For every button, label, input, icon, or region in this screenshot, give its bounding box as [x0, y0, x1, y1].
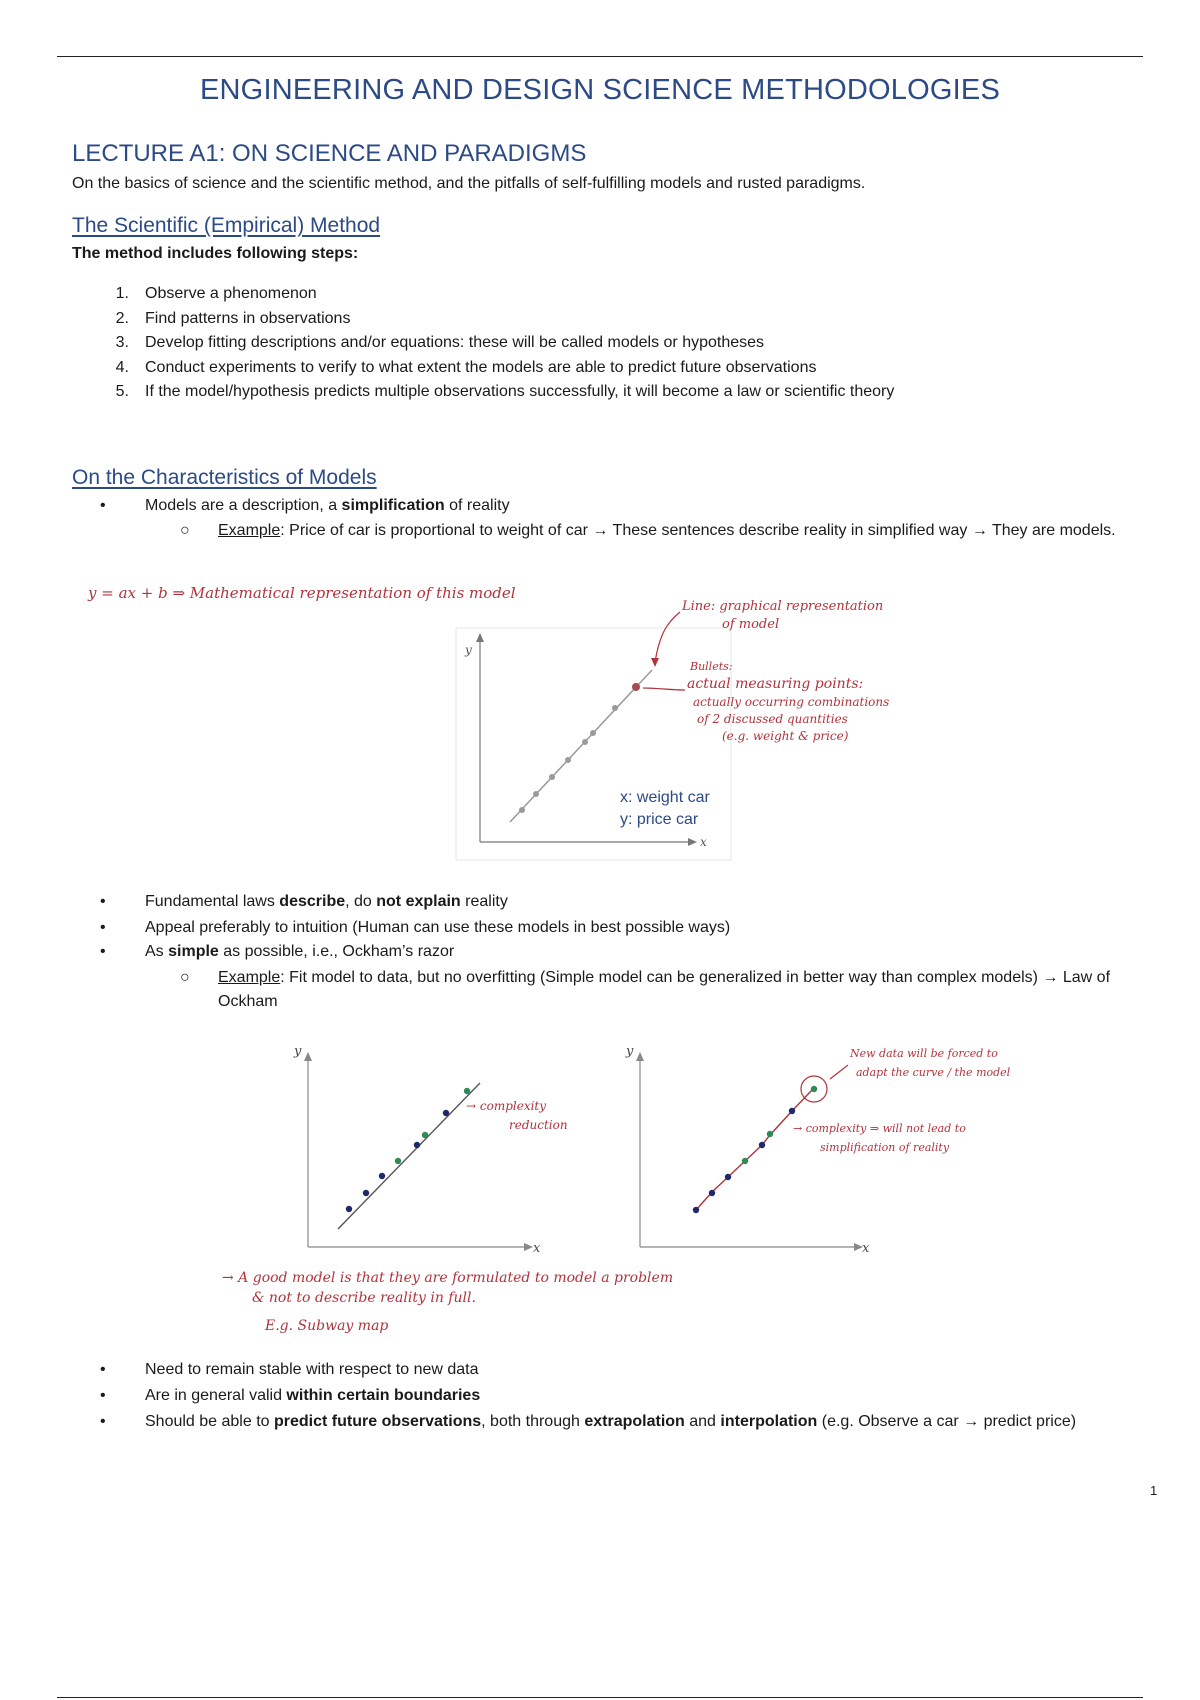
method-intro: The method includes following steps: — [72, 245, 359, 262]
line-pointer — [655, 612, 680, 662]
overfitting-sketch — [0, 1035, 1200, 1350]
x-axis-arrow-icon — [688, 838, 697, 846]
left-note: → complexity — [466, 1099, 547, 1113]
bullet-simplification: • Models are a description, a simplification of reality — [100, 497, 510, 514]
data-point — [632, 683, 640, 691]
equation-note: y = ax + b ⇒ Mathematical representation of this model — [88, 584, 516, 602]
x-legend: x: weight car — [620, 789, 710, 806]
bullet-boundaries: • Are in general valid within certain boundaries — [100, 1387, 481, 1404]
left-points — [346, 1088, 470, 1212]
right-x-label: x — [862, 1241, 870, 1256]
pointer-arrow-icon — [651, 658, 659, 667]
data-point — [759, 1142, 765, 1148]
list-item: 2. Find patterns in observations — [115, 309, 351, 327]
document-title: ENGINEERING AND DESIGN SCIENCE METHODOLOGIES — [200, 74, 1000, 106]
data-point — [422, 1132, 428, 1138]
bullet-simple: • As simple as possible, i.e., Ockham’s razor — [100, 943, 455, 960]
method-steps-list — [72, 285, 894, 408]
bullet-pointer — [643, 688, 685, 690]
bullets-note-4: of 2 discussed quantities — [697, 712, 848, 726]
linear-model-sketch — [0, 570, 1200, 870]
data-point — [519, 807, 525, 813]
bottom-note-2: & not to describe reality in full. — [252, 1290, 476, 1306]
example-car-price: ○ Example: Price of car is proportional to weight of car → These sentences describe reality in simplified way → They are models. — [180, 522, 1116, 539]
new-data-pointer — [830, 1065, 848, 1079]
data-point — [395, 1158, 401, 1164]
bullet-intuition: • Appeal preferably to intuition (Human can use these models in best possible ways) — [100, 919, 731, 936]
data-point — [549, 774, 555, 780]
top-rule — [57, 56, 1143, 57]
data-point — [363, 1190, 369, 1196]
data-point — [443, 1110, 449, 1116]
data-point — [742, 1158, 748, 1164]
example-ockham: ○ Example: Fit model to data, but no overfitting (Simple model can be generalized in better way than complex models) → Law of Ockham — [180, 969, 1111, 1010]
y-axis-label: y — [465, 643, 472, 657]
characteristics-heading: On the Characteristics of Models — [72, 466, 377, 489]
right-y-arrow-icon — [636, 1052, 644, 1061]
data-point — [464, 1088, 470, 1094]
data-point — [590, 730, 596, 736]
lecture-lead: On the basics of science and the scientific method, and the pitfalls of self-fulfilling models and rusted paradigms. — [72, 175, 866, 192]
list-item: 1. Observe a phenomenon — [115, 285, 317, 302]
data-point — [767, 1131, 773, 1137]
bottom-rule — [57, 1697, 1143, 1698]
left-x-label: x — [533, 1241, 541, 1256]
list-item: 4. Conduct experiments to verify to what extent the models are able to predict future observations — [115, 358, 817, 376]
list-item: 3. Develop fitting descriptions and/or equations: these will be called models or hypotheses — [115, 334, 765, 351]
data-point — [533, 791, 539, 797]
bullets-note-3: actually occurring combinations — [693, 695, 890, 709]
right-note: New data will be forced to — [850, 1047, 998, 1060]
lecture-heading: LECTURE A1: ON SCIENCE AND PARADIGMS — [72, 140, 587, 167]
left-y-arrow-icon — [304, 1052, 312, 1061]
data-point — [725, 1174, 731, 1180]
data-point — [565, 757, 571, 763]
data-point — [811, 1086, 817, 1092]
page-number: 1 — [1150, 1483, 1158, 1498]
data-point — [346, 1206, 352, 1212]
line-note-2: of model — [722, 617, 780, 632]
y-axis-arrow-icon — [476, 633, 484, 642]
bullets-note-5: (e.g. weight & price) — [722, 729, 849, 743]
x-axis-label: x — [700, 835, 707, 849]
bullets-note-2: actual measuring points: — [687, 676, 864, 692]
data-point — [414, 1142, 420, 1148]
bullet-stable: • Need to remain stable with respect to new data — [100, 1361, 479, 1378]
right-note-2: adapt the curve / the model — [856, 1066, 1011, 1079]
data-point — [709, 1190, 715, 1196]
bullets-note: Bullets: — [690, 660, 733, 673]
bottom-note: → A good model is that they are formulated to model a problem — [222, 1270, 674, 1286]
list-item: 5. If the model/hypothesis predicts multiple observations successfully, it will become a law or scientific theory — [115, 383, 895, 400]
left-x-arrow-icon — [524, 1243, 533, 1251]
right-y-label: y — [626, 1044, 634, 1059]
scientific-method-heading: The Scientific (Empirical) Method — [72, 214, 381, 237]
data-point — [379, 1173, 385, 1179]
data-point — [693, 1207, 699, 1213]
bullet-describe: • Fundamental laws describe, do not explain reality — [100, 893, 508, 910]
bottom-note-3: E.g. Subway map — [265, 1318, 389, 1334]
y-legend: y: price car — [620, 811, 699, 828]
left-note-2: reduction — [509, 1118, 568, 1132]
right-note-4: simplification of reality — [820, 1141, 950, 1154]
left-fit-line — [338, 1083, 480, 1229]
data-point — [582, 739, 588, 745]
bullet-predict: • Should be able to predict future observations, both through extrapolation and interpolation (e.g. Observe a car → predict price) — [100, 1413, 1077, 1430]
data-point — [789, 1108, 795, 1114]
line-note: Line: graphical representation — [682, 599, 884, 614]
right-note-3: → complexity ⇒ will not lead to — [793, 1122, 966, 1135]
data-point — [612, 705, 618, 711]
left-y-label: y — [294, 1044, 302, 1059]
